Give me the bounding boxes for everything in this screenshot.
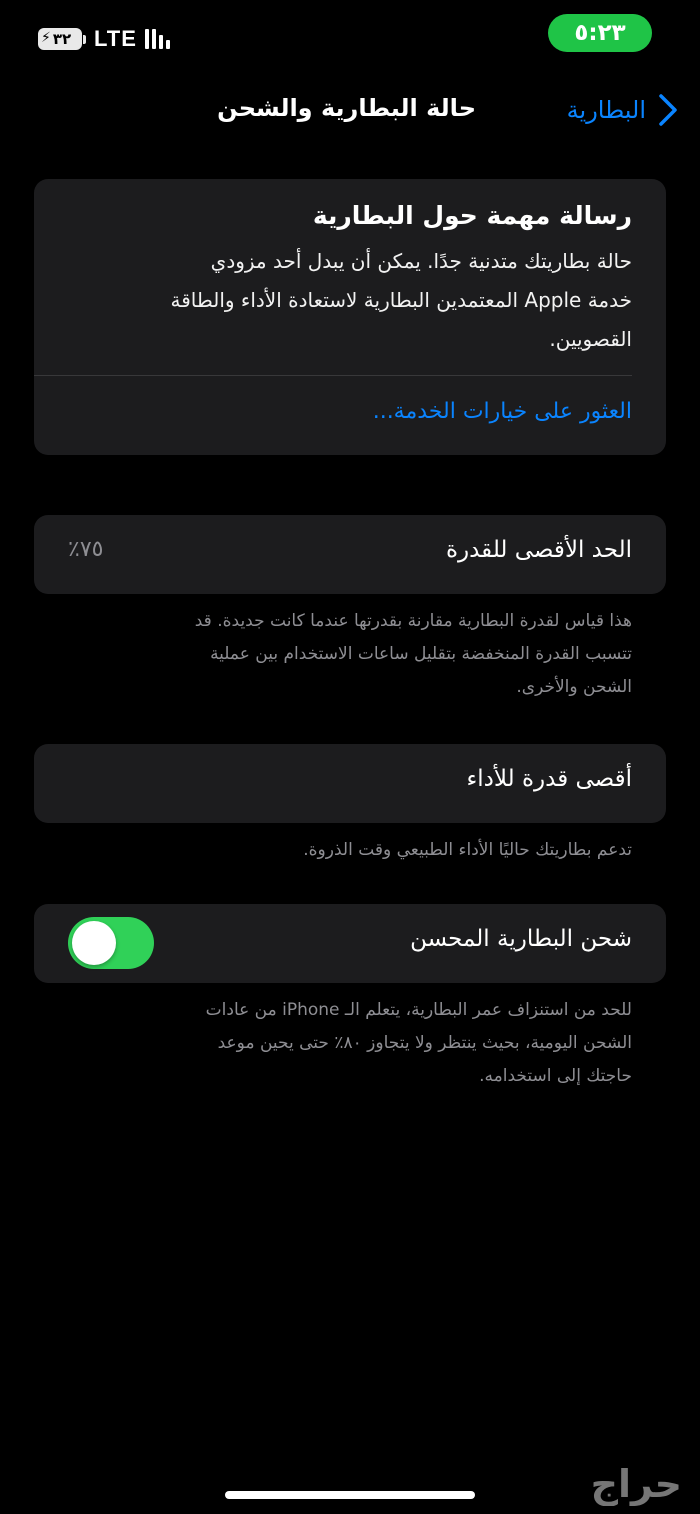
footer-line: الشحن اليومية، بحيث ينتظر ولا يتجاوز ٨٠٪ حتى يحين موعد xyxy=(217,1033,632,1053)
toggle-knob xyxy=(72,921,116,965)
network-type: LTE xyxy=(94,26,137,51)
footer-line: للحد من استنزاف عمر البطارية، يتعلم الـ iPhone من عادات xyxy=(205,1000,632,1020)
optimized-charging-row xyxy=(34,904,666,983)
important-message-card xyxy=(34,179,666,455)
maximum-capacity-label: الحد الأقصى للقدرة xyxy=(445,537,632,563)
battery-level: ٣٢ xyxy=(52,30,72,48)
optimized-charging-toggle[interactable] xyxy=(68,917,154,969)
important-message-line: حالة بطاريتك متدنية جدًا. يمكن أن يبدل أحد مزودي xyxy=(210,249,632,273)
maximum-capacity-footer xyxy=(34,605,632,704)
important-message-title: رسالة مهمة حول البطارية xyxy=(312,201,632,230)
maximum-capacity-value: ٪٧٥ xyxy=(68,537,104,562)
footer-line: تتسبب القدرة المنخفضة بتقليل ساعات الاستخدام بين عملية xyxy=(210,644,632,664)
footer-line: حاجتك إلى استخدامه. xyxy=(479,1066,632,1086)
important-message-line: خدمة Apple المعتمدين البطارية لاستعادة الأداء والطاقة xyxy=(170,288,632,312)
haraj-watermark-logo: حراج xyxy=(590,1462,682,1506)
optimized-charging-footer xyxy=(34,994,632,1093)
chevron-right-icon xyxy=(656,92,680,128)
status-bar xyxy=(0,0,700,70)
find-service-options-link[interactable]: العثور على خيارات الخدمة... xyxy=(372,399,632,424)
cellular-signal-icon xyxy=(145,29,170,49)
back-button-label: البطارية xyxy=(566,96,646,124)
battery-icon xyxy=(38,28,82,50)
back-button[interactable] xyxy=(567,92,680,128)
page-title: حالة البطارية والشحن xyxy=(217,94,476,122)
footer-line: الشحن والأخرى. xyxy=(516,677,632,697)
important-message-body xyxy=(68,242,632,359)
card-divider xyxy=(34,375,632,376)
footer-line: هذا قياس لقدرة البطارية مقارنة بقدرتها عندما كانت جديدة. قد xyxy=(194,611,632,631)
peak-performance-footer: تدعم بطاريتك حاليًا الأداء الطبيعي وقت الذروة. xyxy=(303,840,632,860)
charging-bolt-icon: ⚡ xyxy=(41,30,51,46)
peak-performance-row xyxy=(34,744,666,823)
maximum-capacity-row xyxy=(34,515,666,594)
navigation-bar xyxy=(0,80,700,144)
optimized-charging-label: شحن البطارية المحسن xyxy=(410,926,632,952)
status-left-group xyxy=(38,26,170,52)
home-indicator[interactable] xyxy=(225,1491,475,1499)
status-time[interactable]: ٥:٢٣ xyxy=(548,14,652,52)
peak-performance-label: أقصى قدرة للأداء xyxy=(466,766,632,792)
battery-cap xyxy=(83,35,86,44)
important-message-line: القصويين. xyxy=(549,327,632,351)
